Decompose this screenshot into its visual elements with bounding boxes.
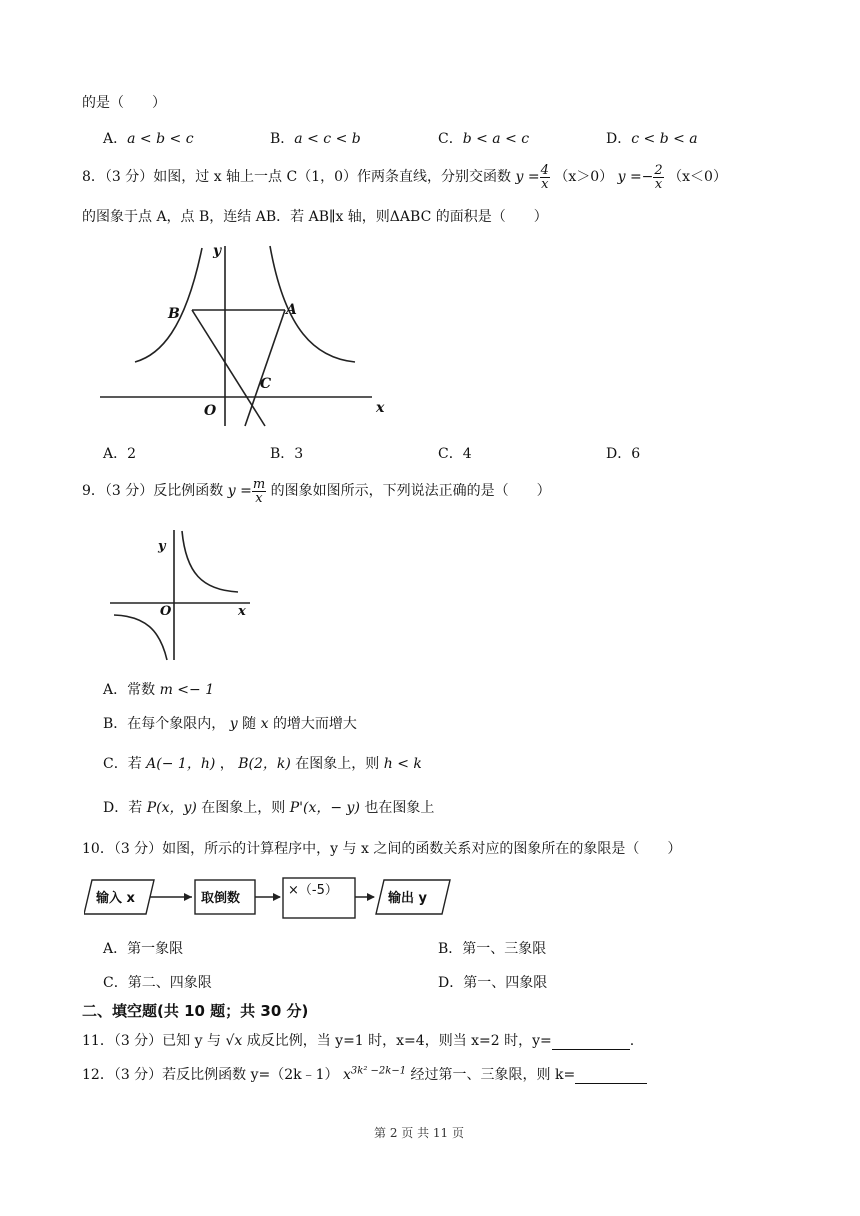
flow-multiply-label: ×（-5） <box>288 883 338 898</box>
q8-line-bc <box>192 310 265 426</box>
q8-option-a: A．2 <box>103 446 137 462</box>
q9-label-y: y <box>158 539 166 554</box>
q8-label-c: C <box>260 376 272 392</box>
q8-curve-right <box>270 246 355 362</box>
q8-option-c: C．4 <box>438 446 472 462</box>
q7-option-a: A．a < b < c <box>103 131 194 147</box>
q7-stem-tail: 的是（ ） <box>82 95 166 111</box>
page-footer: 第 2 页 共 11 页 <box>374 1126 464 1140</box>
q8-label-o: O <box>204 403 217 419</box>
q8-curve-left <box>135 248 202 362</box>
q12-stem: 12．（3 分）若反比例函数 y=（2k﹣1） $x^{3k^2 -2k-1}$ 经过第一、三象限，则 k= <box>82 1064 647 1084</box>
section-heading: 二、填空题(共 10 题；共 30 分) <box>82 1002 309 1020</box>
q10-option-a: A．第一象限 <box>103 941 184 957</box>
flow-reciprocal-label: 取倒数 <box>201 891 241 906</box>
q8-stem-line2: 的图象于点 A，点 B，连结 AB．若 AB∥x 轴，则ΔABC 的面积是（ ） <box>82 209 548 225</box>
q9-label-o: O <box>160 604 172 619</box>
q11-stem: 11．（3 分）已知 y 与 √x 成反比例，当 y=1 时，x=4，则当 x=2 时，y= . <box>82 1033 635 1049</box>
q9-option-d: D．若 P(x，y) 在图象上，则 P'(x，− y) 也在图象上 <box>103 800 435 816</box>
q8-label-b: B <box>168 306 180 322</box>
q8-label-a: A <box>286 302 297 318</box>
q10-option-c: C．第二、四象限 <box>103 975 212 991</box>
q7-option-c: C．b < a < c <box>438 131 530 147</box>
q12-answer-blank[interactable] <box>575 1069 647 1084</box>
q11-answer-blank[interactable] <box>552 1035 630 1050</box>
q10-flowchart <box>84 876 456 920</box>
flow-output-label: 输出 y <box>388 891 428 906</box>
q8-option-b: B．3 <box>270 446 304 462</box>
q10-stem: 10．（3 分）如图，所示的计算程序中，y 与 x 之间的函数关系对应的图象所在的象限是（ ） <box>82 841 682 857</box>
q10-option-b: B．第一、三象限 <box>438 941 547 957</box>
q10-option-d: D．第一、四象限 <box>438 975 548 991</box>
q9-stem: 9．（3 分）反比例函数 y = $\frac{m}{x}$ 的图象如图所示，下列说法正确的是（ ） <box>82 476 551 506</box>
q8-label-x: x <box>376 400 385 416</box>
q9-option-c: C．若 A(− 1，h) ， B(2，k) 在图象上，则 h < k <box>103 756 422 772</box>
q8-label-y: y <box>213 243 222 259</box>
q8-line-ac <box>245 310 285 426</box>
q8-stem-line1: 8．（3 分）如图，过 x 轴上一点 C（1，0）作两条直线，分别交函数 y = $\frac{4}{x}$ （x＞0） y =− $\frac{2}{x}$ （x＜0） <box>82 162 727 192</box>
q9-curve-q3 <box>114 615 167 660</box>
q8-option-d: D．6 <box>606 446 641 462</box>
q7-option-b: B．a < c < b <box>270 131 361 147</box>
q9-option-b: B．在每个象限内， y 随 x 的增大而增大 <box>103 716 357 732</box>
q9-curve-q1 <box>182 531 238 592</box>
q7-option-d: D．c < b < a <box>606 131 698 147</box>
q9-label-x: x <box>238 604 246 619</box>
q9-option-a: A．常数 m <− 1 <box>103 682 215 698</box>
q8-figure <box>100 240 390 430</box>
flow-input-label: 输入 x <box>96 891 135 906</box>
q9-figure <box>110 528 260 663</box>
